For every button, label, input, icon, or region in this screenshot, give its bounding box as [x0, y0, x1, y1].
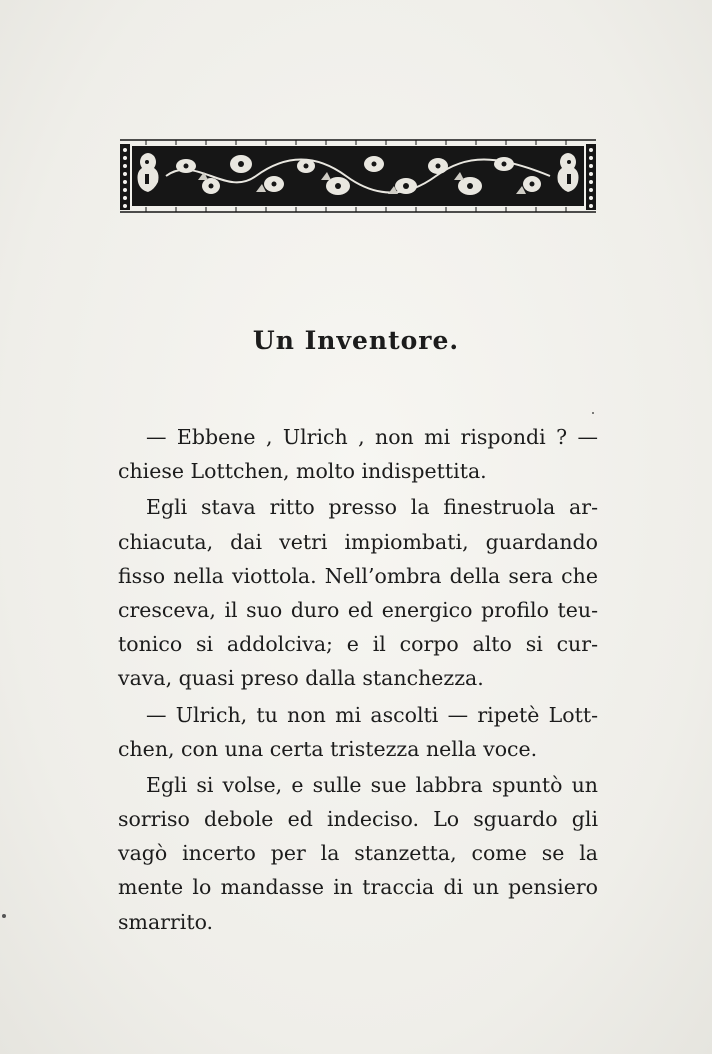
text-line: vava, quasi preso dalla stanchezza.	[118, 666, 484, 691]
paper-speck	[592, 412, 594, 414]
text-line: Egli si volse, e sulle sue labbra spuntò un	[146, 772, 598, 797]
paragraph	[118, 420, 598, 488]
chapter-body	[118, 420, 598, 939]
text-line: cresceva, il suo duro ed energico profilo teu-	[118, 597, 598, 622]
text-line: chiacuta, dai vetri impiombati, guardando	[118, 529, 598, 554]
paragraph	[118, 698, 598, 766]
paragraph	[118, 490, 598, 695]
text-line: chiese Lottchen, molto indispettita.	[118, 459, 487, 484]
text-line: Egli stava ritto presso la finestruola ar-	[146, 495, 598, 520]
paper-speck	[2, 914, 6, 918]
floral-headpiece-ornament-icon	[116, 136, 600, 216]
paragraph	[118, 768, 598, 939]
text-line: chen, con una certa tristezza nella voce.	[118, 736, 538, 761]
text-line: sorriso debole ed indeciso. Lo sguardo gli	[118, 807, 598, 832]
text-line: — Ebbene , Ulrich , non mi rispondi ? —	[146, 425, 598, 449]
text-line: tonico si addolciva; e il corpo alto si cur-	[118, 632, 598, 657]
text-line: fisso nella viottola. Nell’ombra della sera che	[118, 563, 598, 588]
text-line: mente lo mandasse in traccia di un pensiero	[118, 875, 598, 900]
text-line: smarrito.	[118, 909, 214, 934]
text-line: — Ulrich, tu non mi ascolti — ripetè Lott-	[146, 702, 598, 727]
chapter-title: Un Inventore.	[252, 326, 460, 355]
text-line: vagò incerto per la stanzetta, come se la	[118, 841, 598, 866]
